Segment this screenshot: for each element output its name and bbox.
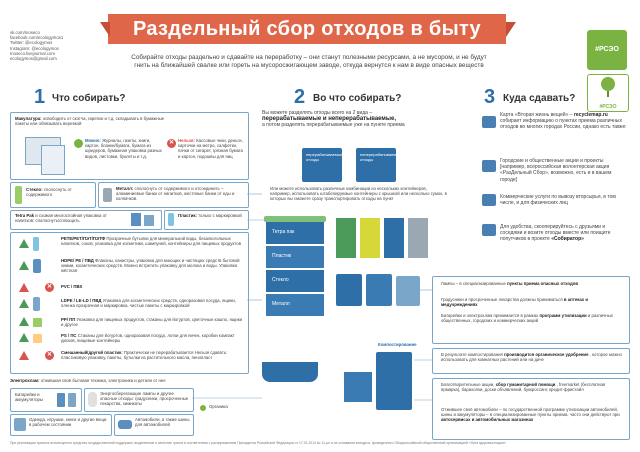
batt-dest-a: Батарейки и электрохлам принимается в рамках — [441, 313, 539, 318]
tires-text: Автомобили, а также шины для автомобилей — [135, 417, 190, 428]
metal-label: Металл: — [116, 186, 134, 191]
plastic-row-5-desc: Упаковка для пищевых продуктов, стаканы для йогуртов, цветочные кашпо, ящики и другое — [61, 317, 242, 328]
plastic-row-4-code: LDPE / LE-LD / ПВД — [61, 298, 102, 303]
lamps-dest-b: пункты приема опасных отходов — [507, 281, 578, 286]
plastic-row-2-desc: Флаконы, канистры, упаковка для моющих и чистящих средств бытовой химии, косметических средств. Можно встретить упаковку для молока и воды. Упаковка жёсткая — [61, 258, 240, 274]
plastic-desc: только с маркировкой — [198, 213, 242, 218]
electro-desc: отжившая своё бытовая техника, электроника и детали от нее — [40, 378, 166, 383]
s2-intro-b: перерабатываемые и неперерабатываемые, — [262, 116, 396, 122]
meds-dest-a: Градусники и просроченные лекарства должны приниматься — [441, 297, 563, 302]
contact-twitter[interactable]: Twitter: @ecologymos — [10, 40, 53, 46]
charity-c: , freemarket (бесплатная ярмарка), барахолки, доски объявлений, буккроссинг, кредит-фристайл — [441, 382, 606, 393]
bin-tetra-label: Тетра пак — [272, 229, 295, 235]
batteries-text: Батарейки и аккумуляторы — [15, 392, 43, 403]
s3-map-text-c: собирает информацию о пунктах приема различных отходов во многих городах России, однако есть также: — [500, 118, 627, 131]
contact-livejournal[interactable]: moseco.livejournal.com — [10, 50, 55, 56]
paper-cant-desc: Кассовые чеки, деньги, карточки на метро, салфетки, пачки от сигарет, грязная бумага и картон, подошвы для яиц — [178, 138, 243, 159]
bin-plastic-label: Пластик — [272, 253, 292, 259]
plastic-row-6-code: PS / ПС — [61, 333, 77, 338]
charity-b: сбор гуманитарной помощи — [495, 382, 556, 387]
s3-neighbors-a: Для удобства, скооперируйтесь с друзьями и соседями и возите отходы вместе или поищите попутчиков в проекте — [500, 224, 611, 243]
plastic-row-1-code: PETE/PET/ПЭТ/ПЭТФ — [61, 236, 106, 241]
batt-dest-c: и различных общественных, городских и коммерческих акций — [441, 313, 613, 324]
intro-text: Собирайте отходы раздельно и сдавайте на переработку – они станут полезными ресурсами, а не мусором, и не будут гнить на ближайшей свалке или гореть на мусоросжигающем заводе, откуда вернутся к нам в виде опасных веществ — [131, 54, 487, 69]
plastic-row-1-desc: Прозрачные бутылки для минеральной воды, безалкогольных напитков, соков, упаковка для косметики, шампуней, контейнеры для пищевых продуктов — [61, 236, 241, 247]
s3-city-text: Городские и общественные акции и проекты [например, всероссийская волонтерская акция «РазДельный Сбор», возможно, есть и в вашем городе] — [500, 158, 612, 183]
s3-neighbors-b[interactable]: «Собиратор» — [551, 236, 584, 243]
plastic-row-2-code: HDPE/ PE / ПВД — [61, 258, 94, 263]
meds-dest-b: в аптеках и медучреждениях — [441, 297, 588, 308]
clothes-text: Одежда, игрушки, книги и другие вещи в рабочем состоянии — [29, 417, 107, 428]
glass-desc: сполоснуть от содержимого — [26, 187, 72, 198]
contact-vk[interactable]: vk.com/moseco — [10, 30, 40, 35]
batt-dest-b: программ утилизации — [539, 313, 587, 318]
rseo-badge-label: #РСЭО — [595, 46, 619, 53]
paper-can-desc: Журналы, газеты, книги, картон, бланки/бумага, бумага из шредеров, бумажная упаковка разных видов, листовки, буклеты и т.д. — [85, 138, 162, 159]
compost-result-b: производится органическое удобрение — [504, 352, 589, 357]
contact-email[interactable]: ecologymos@gmail.com — [10, 56, 57, 62]
compost-result-c: , которое можно использовать для комнатных растений или на даче — [441, 352, 622, 363]
contact-instagram[interactable]: Instagram: @ecologymos — [10, 45, 59, 51]
cars-a: Отжившее своё автомобили – по государственной программе утилизации автомобилей, шины и аккумуляторы – в специализированные пункты приема, часто они действуют при — [441, 407, 620, 418]
tetra-label: Tetra Pak — [15, 213, 35, 218]
footer-text: При реализации проекта используются средства государственной поддержки, выделенные в качестве гранта в соответствии с распоряжением Президента Российской Федерации от 17.01.2014 № 11-рп и на основании конкурса, проведенного Общероссийской общественной организацией «Лига здоровья нации» — [10, 441, 506, 445]
s3-map-link[interactable]: recyclemap.ru — [573, 112, 608, 118]
plastic-row-4-desc: Упаковка для косметических средств, одноразовая посуда, ящики, пленка прозрачная и маркировка, чистые пакеты с маркировкой — [61, 298, 236, 309]
electro-label: Электрохлам: — [10, 378, 40, 383]
other-plastic-x-icon: ✕ — [46, 352, 53, 358]
plastic-row-6-desc: Стаканы для йогуртов, одноразовая посуда, лотки для яичек, коробки компакт дисков, пищевые контейнеры — [61, 333, 235, 344]
section-3-number: 3 — [484, 86, 496, 108]
tetra-desc: и схожая многослойная упаковка от напитков: сполоснуть/сплющить — [15, 213, 107, 224]
charity-a: Благотворительные акции, — [441, 382, 495, 387]
organic-text: Органика — [209, 404, 228, 409]
plastic-row-3-code: PVC / ПВХ — [61, 284, 83, 289]
section-3-title: Куда сдавать? — [503, 93, 576, 104]
plastic-row-7-desc: Практически не перерабатывается Нельзя сдавать: пластиковую упаковку, пакеты, бутылки из растительного масла, пенопласт — [61, 350, 228, 361]
nonrecyclable-bag-label: неперерабатываемые отходы — [360, 152, 402, 163]
cars-b: автосервисах и автомобильных магазинах — [441, 417, 534, 423]
s3-commerce-text: Коммерческие услуги по вывозу вторсырья, в том числе, и для физических лиц — [500, 194, 616, 207]
bin-metal-label: Металл — [272, 301, 290, 307]
page-title: Раздельный сбор отходов в быту — [133, 18, 481, 40]
compost-label: Компостирование — [378, 342, 417, 347]
lamps-dest-a: Лампы – в специализированные — [441, 281, 506, 286]
plastic-row-7-code: Смешанный/другой пластик: — [61, 350, 123, 355]
s2-intro-c: а потом разделять перерабатываемые уже на пункте приема — [262, 122, 405, 128]
section-2-number: 2 — [294, 86, 306, 108]
section-1-title: Что собирать? — [52, 93, 126, 104]
metal-desc: сполоснуть от содержимого и отсоединить – алюминиевые банки от напитков, жестяные банки от еды и колпачков. — [116, 186, 235, 202]
rseo-logo-label: #РСЭО — [599, 104, 617, 110]
plastic-row-5-code: PP/ ПП — [61, 317, 76, 322]
section-1-number: 1 — [34, 86, 46, 108]
paper-desc: освободить от скотча, скрепок и т.д. складывать в бумажные пакеты или обвязывать веревкой — [15, 116, 165, 127]
paper-can-label: Можно: — [85, 138, 101, 143]
recyclable-bag-label: перерабатываемые отходы — [306, 152, 343, 163]
contact-facebook[interactable]: facebook.com/ecologymos1 — [10, 35, 64, 41]
s3-map-text-a: Карта «Вторая жизнь вещей» – — [500, 112, 573, 118]
cant-x-icon: ✕ — [168, 140, 175, 146]
bin-glass-label: Стекло — [272, 277, 289, 283]
s2-note: Или можете использовать различные комбинации из нескольких контейнеров, например, использовать штабелируемые контейнеры с крышкой или несколько сумок, в которых вы сможете сразу транспортировать отходы на пункт — [270, 186, 447, 202]
compost-result-a: В результате компостирования — [441, 352, 503, 357]
s2-intro-a: Вы можете разделять отходы всего на 2 вида – — [262, 110, 373, 116]
paper-cant-label: Нельзя: — [178, 138, 195, 143]
lamps-text: Энергосберегающие лампы и другие опасные отходы: градусники, просроченные лекарства, химикаты — [100, 391, 189, 407]
paper-label: Макулатура: — [15, 116, 42, 121]
pvc-x-icon: ✕ — [46, 284, 53, 290]
plastic-label: Пластик: — [178, 213, 197, 218]
glass-label: Стекло: — [26, 187, 43, 192]
section-2-title: Во что собирать? — [313, 93, 402, 104]
